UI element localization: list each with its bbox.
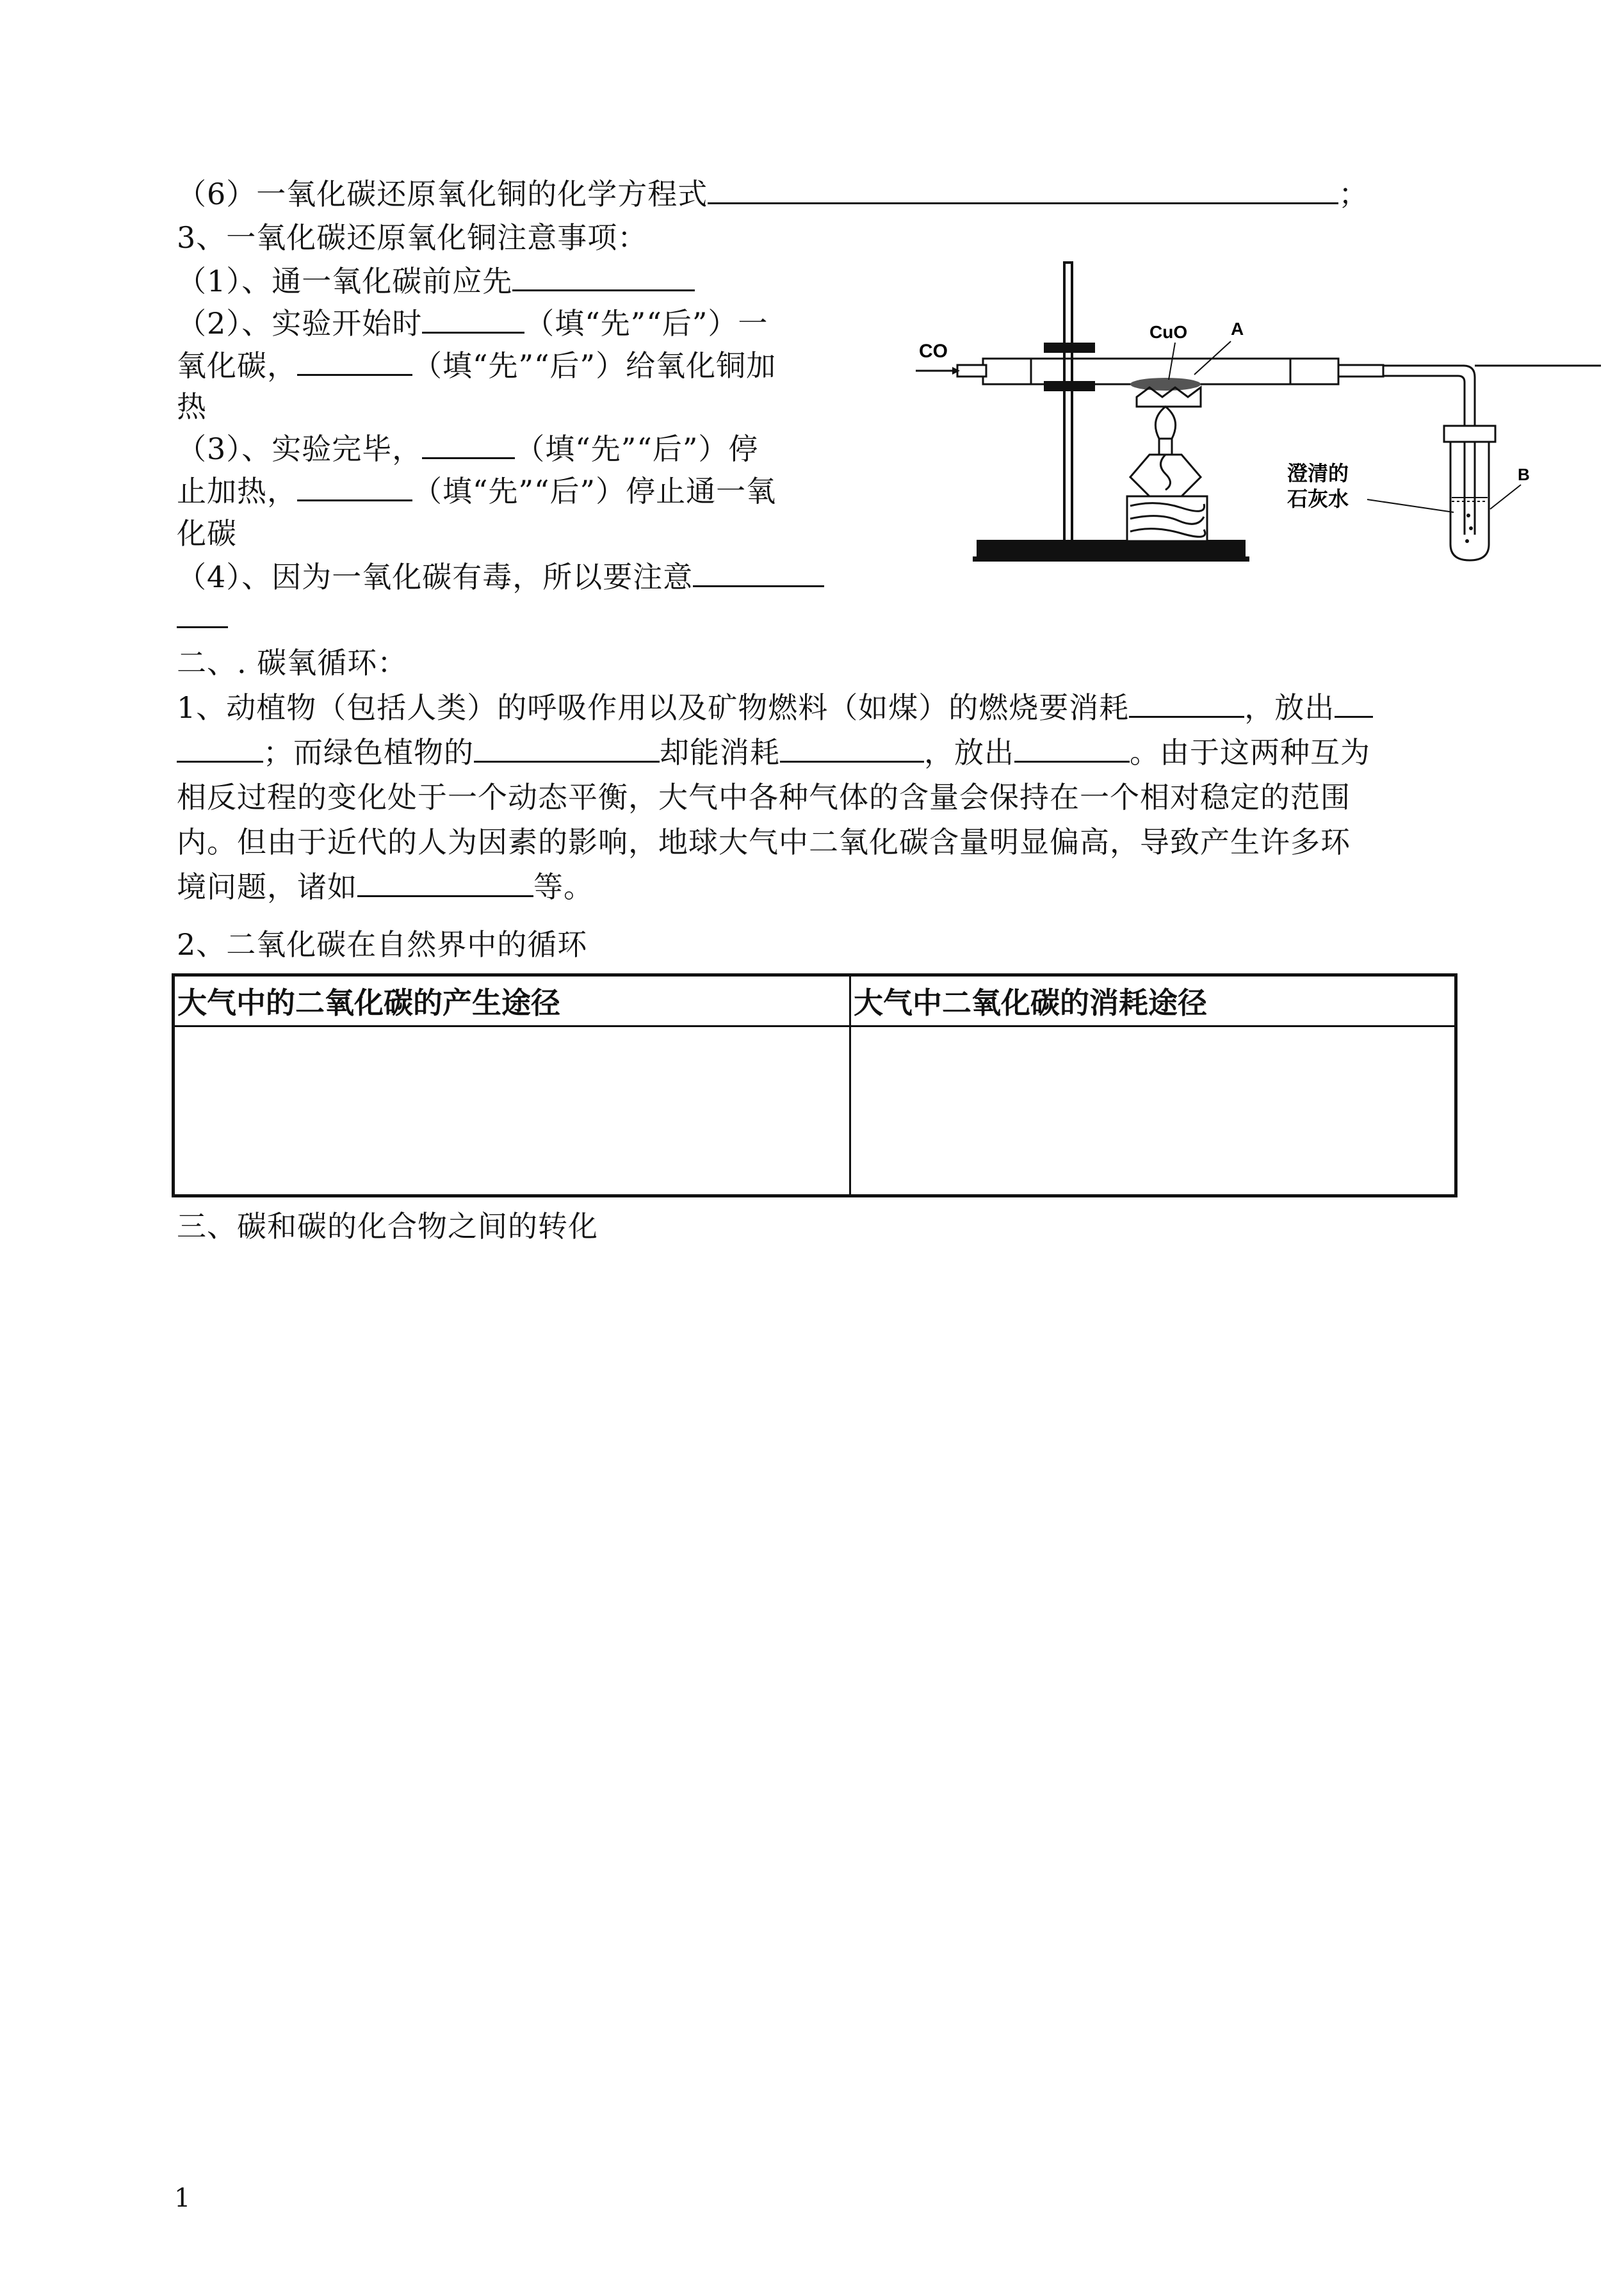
page-number: 1 (174, 2184, 191, 2213)
cycle-text-2c: ，放出 (924, 735, 1014, 770)
cycle-text-1b: ，放出 (1244, 690, 1335, 725)
label-b-pointer (1490, 485, 1521, 509)
header-production: 大气中的二氧化碳的产生途径 (174, 975, 850, 1026)
note-2-text-c: 氧化碳， (177, 348, 297, 383)
note-3-blank-1[interactable] (422, 426, 515, 459)
lamp-wick-inside (1161, 455, 1171, 490)
note-3-line2 (177, 469, 776, 514)
bubble-1 (1466, 514, 1470, 517)
inlet-tube (957, 365, 986, 377)
stand-base-foot (973, 556, 1249, 562)
limewater-label-2: 石灰水 (1287, 487, 1349, 511)
note-2-text-d: （填“先”“后”）给氧化铜加 (412, 348, 777, 383)
q6-line (177, 172, 1368, 216)
bubble-2 (1469, 526, 1473, 530)
lamp-wick (1159, 439, 1172, 455)
q6-answer-blank[interactable] (708, 172, 1338, 204)
cycle-text-5b: 等。 (533, 870, 594, 904)
header-consumption: 大气中二氧化碳的消耗途径 (850, 975, 1456, 1026)
cuo-pointer (1169, 343, 1175, 380)
delivery-tube-inner (1383, 376, 1465, 535)
section2-heading: 二、. 碳氧循环： (177, 645, 408, 680)
notes-title: 3、一氧化碳还原氧化铜注意事项： (177, 220, 648, 255)
cycle-text-2a: ；而绿色植物的 (263, 735, 474, 770)
cycle-text-5a: 境问题，诸如 (177, 870, 357, 904)
blank-env-problems[interactable] (357, 864, 533, 897)
co-reduction-apparatus-diagram (913, 253, 1601, 573)
blank-release-2[interactable] (1014, 730, 1130, 763)
outlet-tube (1338, 365, 1383, 377)
note-2-text-b: （填“先”“后”）一 (524, 306, 768, 341)
note-4-blank[interactable] (693, 555, 824, 587)
note-1 (177, 259, 695, 304)
right-stopper (1290, 359, 1338, 384)
cuo-label: CuO (1149, 322, 1188, 342)
section3-heading: 三、碳和碳的化合物之间的转化 (177, 1209, 598, 1244)
note-3-blank-2[interactable] (297, 469, 412, 501)
co-label: CO (919, 341, 948, 362)
answer-cell-consumption[interactable] (850, 1026, 1456, 1196)
cycle-line-5 (177, 864, 594, 909)
note-4-text: （4）、因为一氧化碳有毒，所以要注意 (177, 560, 694, 594)
note-1-blank[interactable] (512, 259, 695, 291)
blank-plant-process[interactable] (474, 730, 660, 763)
cycle-line-3: 相反过程的变化处于一个动态平衡，大气中各种气体的含量会保持在一个相对稳定的范围 (177, 780, 1351, 815)
note-3-text-b: （填“先”“后”）停 (515, 432, 759, 466)
note-4 (177, 555, 824, 599)
blank-consume-1[interactable] (1129, 685, 1244, 718)
cycle-table-caption: 2、二氧化碳在自然界中的循环 (177, 927, 588, 962)
stand-base (977, 540, 1246, 556)
clamp-lower (1044, 381, 1095, 391)
note-4-blank-cont[interactable] (177, 596, 228, 628)
cycle-line-2 (177, 730, 1370, 775)
cycle-line-4: 内。但由于近代的人为因素的影响，地球大气中二氧化碳含量明显偏高，导致产生许多环 (177, 825, 1351, 859)
cycle-text-1a: 1、动植物（包括人类）的呼吸作用以及矿物燃料（如煤）的燃烧要消耗 (177, 690, 1130, 725)
alcohol-lamp (1130, 455, 1201, 496)
wooden-block (1127, 496, 1207, 541)
label-b: B (1518, 465, 1530, 484)
note-4-continuation (177, 596, 228, 640)
note-1-text: （1）、通一氧化碳前应先 (177, 264, 513, 298)
test-tube-stopper (1444, 426, 1495, 442)
note-3-text-c: 止加热， (177, 474, 297, 508)
clamp-upper (1044, 343, 1095, 353)
note-2-line2 (177, 343, 776, 388)
blank-release-1[interactable] (1335, 685, 1373, 718)
cycle-line-1 (177, 685, 1373, 730)
note-3-text-a: （3）、实验完毕， (177, 432, 423, 466)
cycle-text-2b: 却能消耗 (660, 735, 780, 770)
note-2-blank-2[interactable] (297, 343, 412, 376)
bubble-3 (1465, 539, 1469, 543)
delivery-tube-outer (1383, 366, 1475, 535)
note-3-line1 (177, 426, 758, 471)
note-3-line3: 化碳 (177, 516, 237, 551)
limewater-label-1: 澄清的 (1287, 461, 1349, 485)
table-answer-row (174, 1026, 1456, 1196)
note-2-text-a: （2）、实验开始时 (177, 306, 423, 341)
answer-cell-production[interactable] (174, 1026, 850, 1196)
q6-text: （6）一氧化碳还原氧化铜的化学方程式 (177, 177, 708, 211)
note-2-line3: 热 (177, 389, 207, 424)
q6-end: ； (1338, 177, 1369, 211)
note-2-blank-1[interactable] (422, 301, 524, 334)
limewater-pointer (1367, 499, 1454, 512)
blank-consume-2[interactable] (780, 730, 924, 763)
left-stopper (983, 359, 1031, 384)
label-a: A (1231, 319, 1244, 339)
table-header-row (174, 975, 1456, 1026)
stand-rod (1064, 263, 1072, 541)
note-2-line1 (177, 301, 768, 346)
note-3-text-d: （填“先”“后”）停止通一氧 (412, 474, 777, 508)
cuo-powder (1130, 378, 1201, 391)
cycle-text-2d: 。由于这两种互为 (1130, 735, 1370, 770)
flame (1155, 407, 1175, 439)
co2-cycle-table (172, 973, 1458, 1197)
blank-release-1-cont[interactable] (177, 730, 263, 763)
